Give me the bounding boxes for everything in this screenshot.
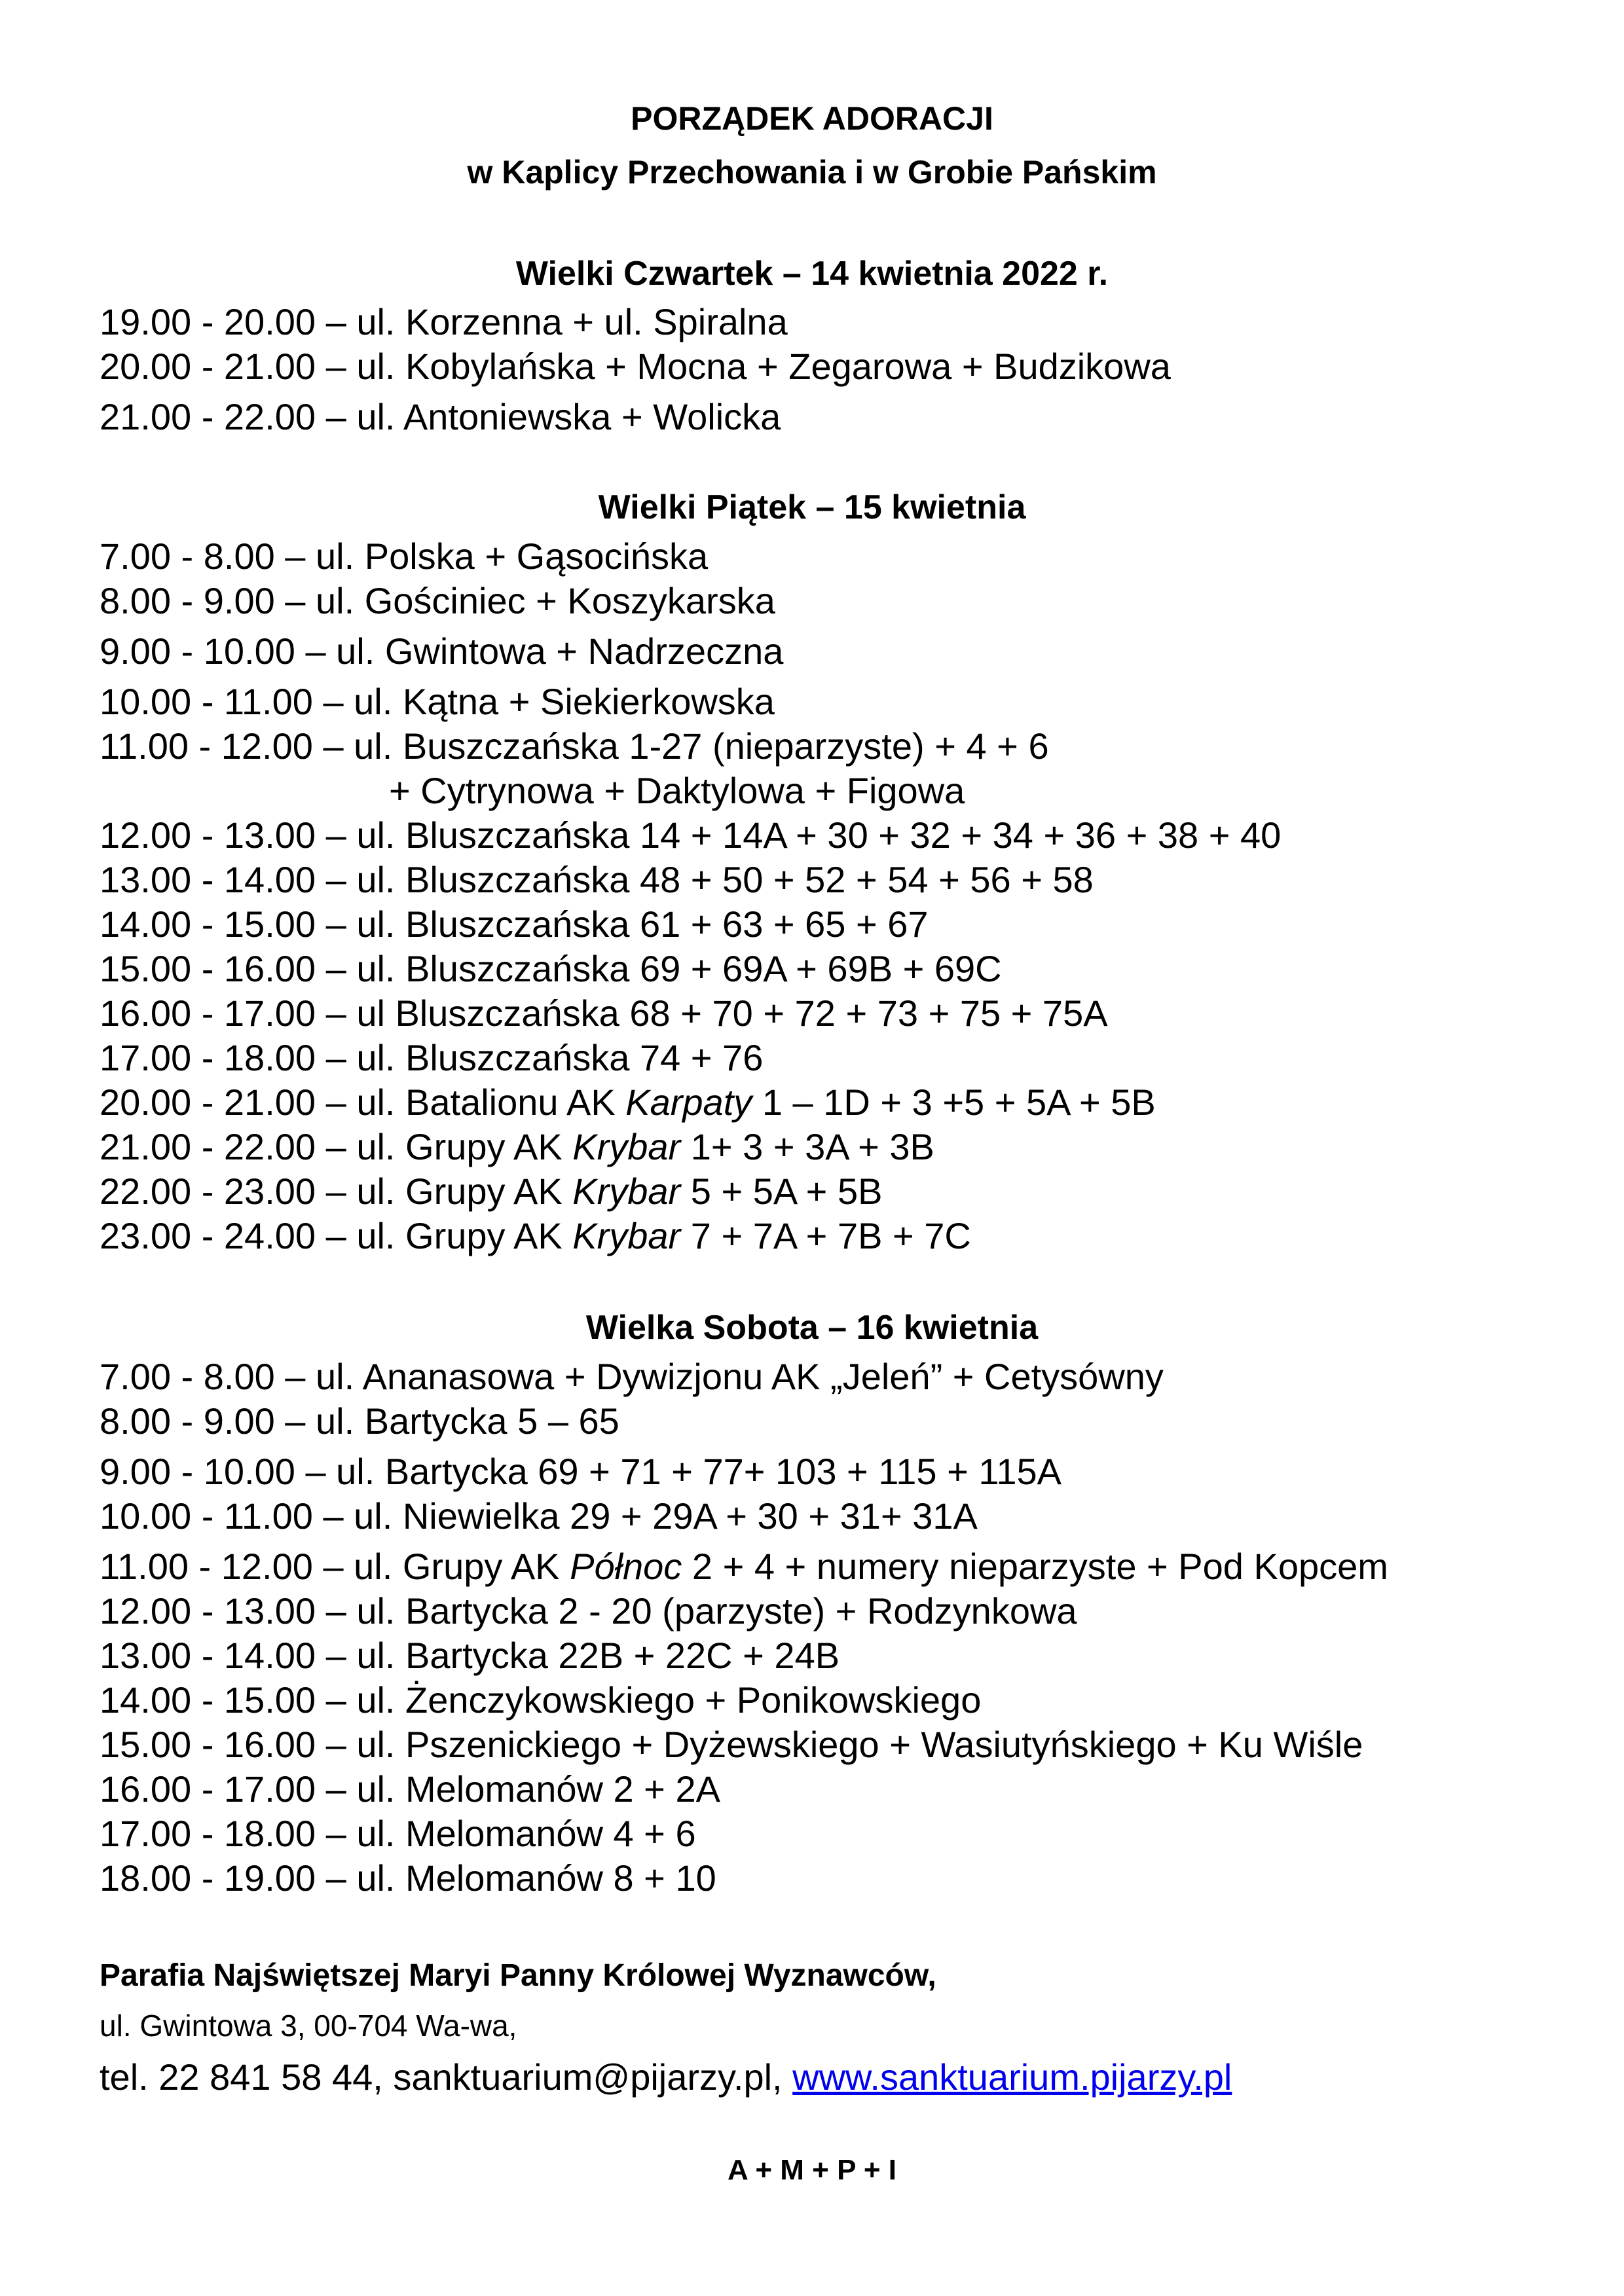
schedule-line: 9.00 - 10.00 – ul. Gwintowa + Nadrzeczna — [100, 630, 784, 672]
document-title: PORZĄDEK ADORACJI — [631, 100, 993, 137]
schedule-line: 10.00 - 11.00 – ul. Niewielka 29 + 29A + 30 + 31+ 31A — [100, 1495, 978, 1537]
schedule-line: 14.00 - 15.00 – ul. Bluszczańska 61 + 63 + 65 + 67 — [100, 903, 929, 945]
schedule-line: 16.00 - 17.00 – ul Bluszczańska 68 + 70 + 72 + 73 + 75 + 75A — [100, 993, 1108, 1034]
schedule-line: 21.00 - 22.00 – ul. Antoniewska + Wolicka — [100, 396, 781, 437]
section-heading-thursday: Wielki Czwartek – 14 kwietnia 2022 r. — [515, 255, 1109, 293]
initials: A + M + P + I — [727, 2154, 896, 2186]
document-subtitle: w Kaplicy Przechowania i w Grobie Pańskim — [467, 154, 1157, 191]
schedule-line: 20.00 - 21.00 – ul. Kobylańska + Mocna + Zegarowa + Budzikowa — [100, 346, 1171, 387]
parish-address: ul. Gwintowa 3, 00-704 Wa-wa, — [100, 2009, 517, 2043]
schedule-line: 8.00 - 9.00 – ul. Bartycka 5 – 65 — [100, 1400, 619, 1442]
schedule-line: 12.00 - 13.00 – ul. Bluszczańska 14 + 14A + 30 + 32 + 34 + 36 + 38 + 40 — [100, 814, 1282, 856]
schedule-line: 20.00 - 21.00 – ul. Batalionu AK Karpaty 1 – 1D + 3 +5 + 5A + 5B — [100, 1082, 1156, 1123]
schedule-line: 11.00 - 12.00 – ul. Grupy AK Północ 2 + 4 + numery nieparzyste + Pod Kopcem — [100, 1546, 1388, 1587]
schedule-line: 8.00 - 9.00 – ul. Gościniec + Koszykarska — [100, 580, 775, 621]
section-heading-friday: Wielki Piątek – 15 kwietnia — [598, 488, 1026, 526]
schedule-line: 21.00 - 22.00 – ul. Grupy AK Krybar 1+ 3 + 3A + 3B — [100, 1126, 934, 1167]
schedule-line: 17.00 - 18.00 – ul. Melomanów 4 + 6 — [100, 1813, 696, 1854]
schedule-line: 23.00 - 24.00 – ul. Grupy AK Krybar 7 + 7A + 7B + 7C — [100, 1215, 971, 1256]
section-heading-saturday: Wielka Sobota – 16 kwietnia — [585, 1309, 1039, 1347]
schedule-line: 9.00 - 10.00 – ul. Bartycka 69 + 71 + 77+ 103 + 115 + 115A — [100, 1451, 1062, 1492]
parish-name: Parafia Najświętszej Maryi Panny Królowej Wyznawców, — [100, 1958, 936, 1993]
schedule-line: 7.00 - 8.00 – ul. Ananasowa + Dywizjonu AK „Jeleń” + Cetysówny — [100, 1356, 1164, 1397]
website-link[interactable]: www.sanktuarium.pijarzy.pl — [792, 2056, 1232, 2098]
schedule-line: 15.00 - 16.00 – ul. Bluszczańska 69 + 69A + 69B + 69C — [100, 948, 1002, 989]
schedule-line: 14.00 - 15.00 – ul. Żenczykowskiego + Ponikowskiego — [100, 1679, 982, 1721]
schedule-line-continuation: + Cytrynowa + Daktylowa + Figowa — [389, 770, 965, 811]
schedule-line: 12.00 - 13.00 – ul. Bartycka 2 - 20 (parzyste) + Rodzynkowa — [100, 1590, 1077, 1631]
schedule-line: 15.00 - 16.00 – ul. Pszenickiego + Dyżewskiego + Wasiutyńskiego + Ku Wiśle — [100, 1724, 1363, 1765]
schedule-line: 13.00 - 14.00 – ul. Bartycka 22B + 22C + 24B — [100, 1635, 840, 1676]
parish-contact: tel. 22 841 58 44, sanktuarium@pijarzy.pl, www.sanktuarium.pijarzy.pl — [100, 2056, 1232, 2098]
schedule-line: 7.00 - 8.00 – ul. Polska + Gąsocińska — [100, 536, 709, 577]
schedule-line: 22.00 - 23.00 – ul. Grupy AK Krybar 5 + 5A + 5B — [100, 1171, 883, 1212]
schedule-line: 13.00 - 14.00 – ul. Bluszczańska 48 + 50 + 52 + 54 + 56 + 58 — [100, 859, 1094, 900]
schedule-line: 10.00 - 11.00 – ul. Kątna + Siekierkowska — [100, 681, 775, 722]
schedule-line: 18.00 - 19.00 – ul. Melomanów 8 + 10 — [100, 1857, 716, 1899]
schedule-line: 17.00 - 18.00 – ul. Bluszczańska 74 + 76 — [100, 1037, 764, 1078]
schedule-line: 19.00 - 20.00 – ul. Korzenna + ul. Spiralna — [100, 301, 788, 342]
schedule-line: 11.00 - 12.00 – ul. Buszczańska 1-27 (nieparzyste) + 4 + 6 — [100, 725, 1049, 767]
schedule-line: 16.00 - 17.00 – ul. Melomanów 2 + 2A — [100, 1768, 720, 1810]
